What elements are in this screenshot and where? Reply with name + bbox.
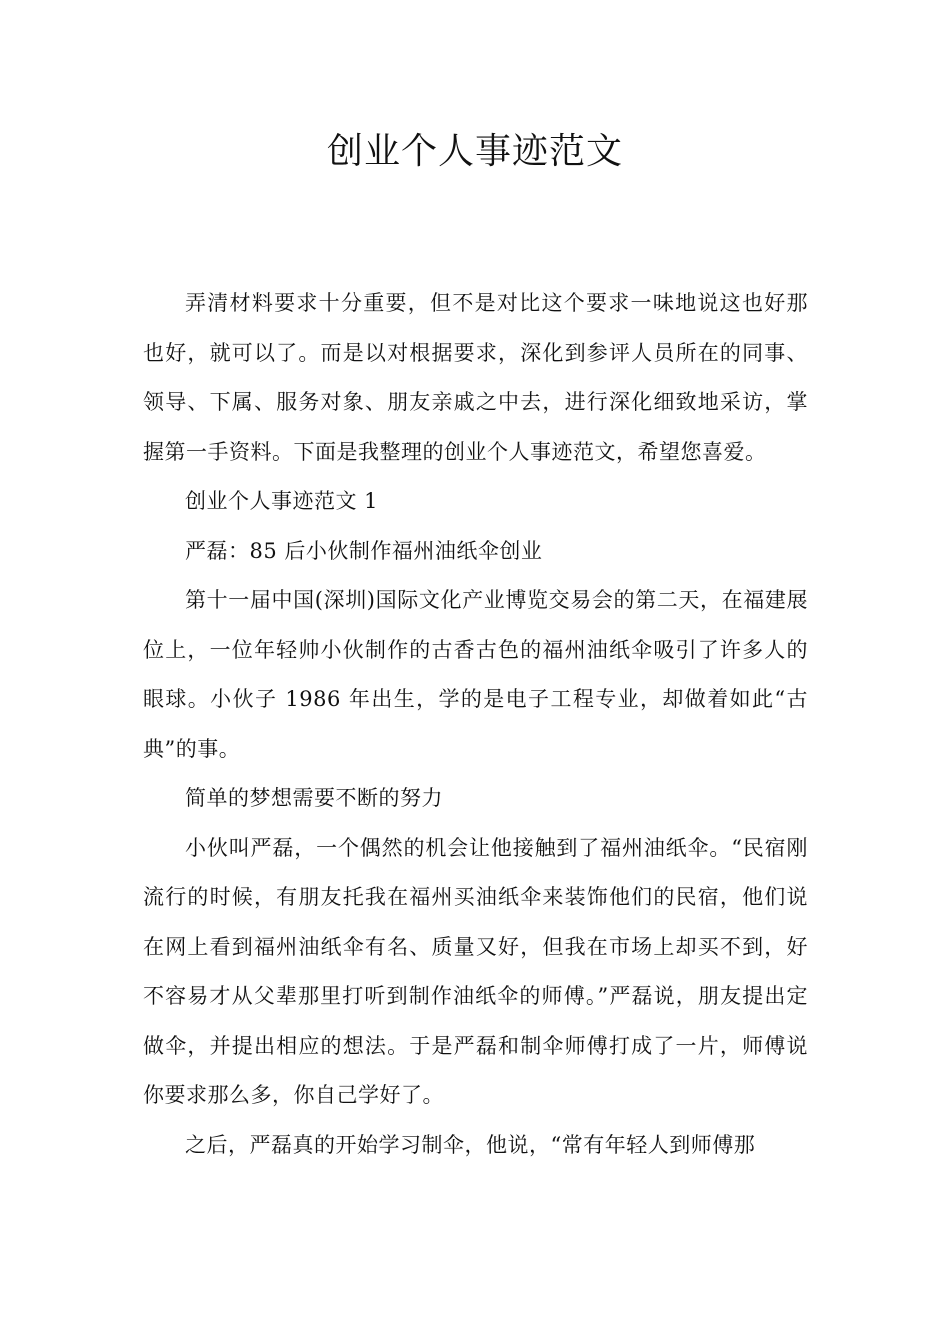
body-paragraph: 小伙叫严磊，一个偶然的机会让他接触到了福州油纸伞。“民宿刚流行的时候，有朋友托我在福州买油纸伞来装饰他们的民宿，他们说在网上看到福州油纸伞有名、质量又好，但我在市场上却买不到，好不容易才从父辈那里打听到制作油纸伞的师傅。”严磊说，朋友提出定做伞，并提出相应的想法。于是严磊和制伞师傅打成了一片，师傅说你要求那么多，你自己学好了。 [143,835,808,1107]
intro-paragraph: 弄清材料要求十分重要，但不是对比这个要求一味地说这也好那也好，就可以了。而是以对根据要求，深化到参评人员所在的同事、领导、下属、服务对象、朋友亲戚之中去，进行深化细致地采访，掌握第一手资料。下面是我整理的创业个人事迹范文，希望您喜爱。 [143,291,808,464]
subsection-heading: 简单的梦想需要不断的努力 [185,786,443,810]
article-subtitle: 严磊：85 后小伙制作福州油纸伞创业 [185,538,543,563]
document-title: 创业个人事迹范文 [326,131,623,172]
body-paragraph: 之后，严磊真的开始学习制伞，他说，“常有年轻人到师傅那 [185,1132,756,1157]
section-heading: 创业个人事迹范文 1 [185,489,379,513]
body-paragraph: 第十一届中国(深圳)国际文化产业博览交易会的第二天，在福建展位上，一位年轻帅小伙制作的古香古色的福州油纸伞吸引了许多人的眼球。小伙子 1986 年出生，学的是电子工程专业，却做着如此“古典”的事。 [143,588,808,761]
document-body [143,279,808,1170]
